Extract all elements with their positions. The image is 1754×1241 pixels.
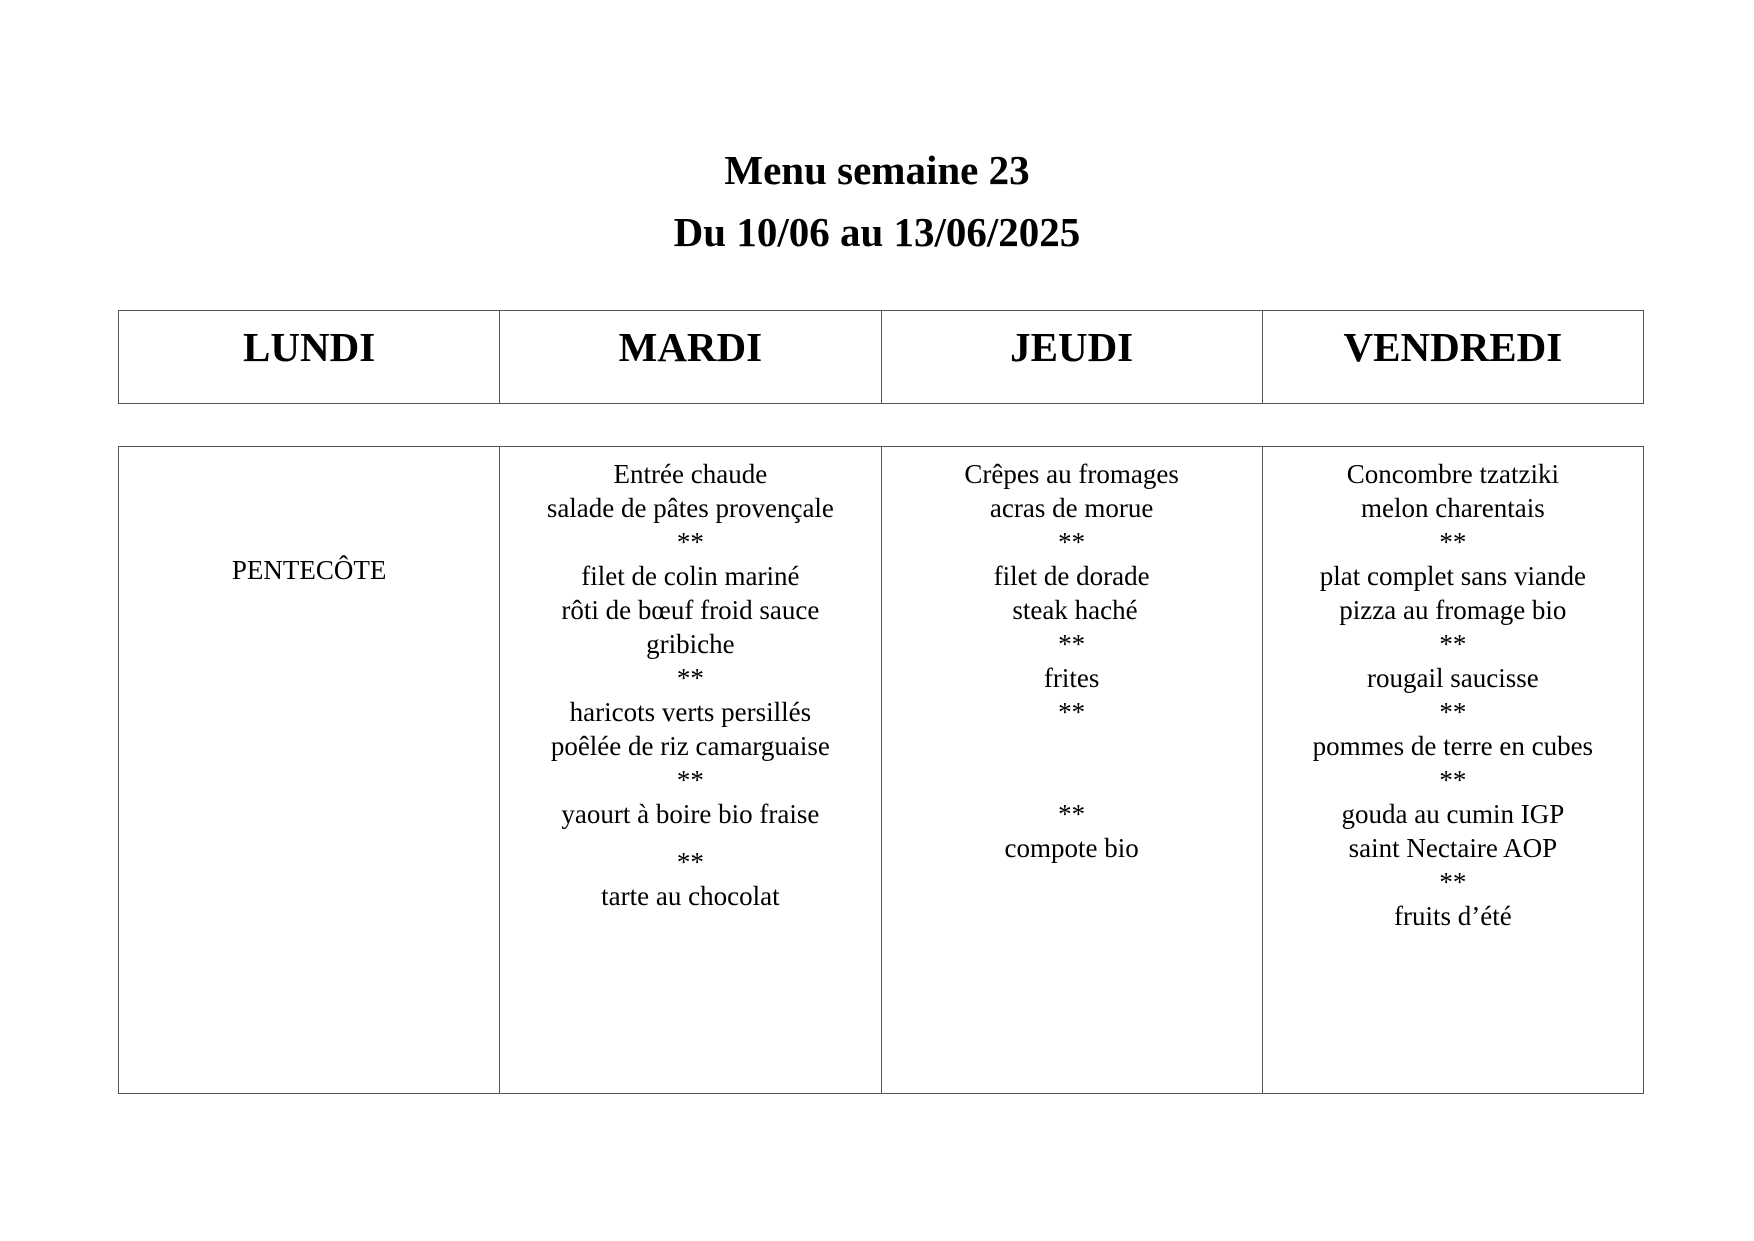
menu-item: gribiche bbox=[646, 629, 735, 659]
menu-item: pommes de terre en cubes bbox=[1312, 731, 1594, 761]
menu-item: pizza au fromage bio bbox=[1339, 595, 1567, 625]
menu-item: salade de pâtes provençale bbox=[546, 493, 834, 523]
menu-item: filet de colin mariné bbox=[581, 561, 800, 591]
menu-separator: ** bbox=[676, 847, 704, 877]
menu-item: filet de dorade bbox=[993, 561, 1150, 591]
menu-item: PENTECÔTE bbox=[231, 555, 387, 585]
menu-separator: ** bbox=[1439, 697, 1467, 727]
menu-separator: ** bbox=[1439, 527, 1467, 557]
menu-item: fruits d’été bbox=[1394, 901, 1512, 931]
menu-item: saint Nectaire AOP bbox=[1348, 833, 1558, 863]
menu-separator: ** bbox=[1058, 629, 1086, 659]
menu-item: yaourt à boire bio fraise bbox=[561, 799, 820, 829]
menu-item: gouda au cumin IGP bbox=[1341, 799, 1565, 829]
menu-item: Crêpes au fromages bbox=[964, 459, 1179, 489]
menu-item: acras de morue bbox=[989, 493, 1154, 523]
menu-item: Entrée chaude bbox=[613, 459, 768, 489]
menu-separator: ** bbox=[1058, 527, 1086, 557]
menu-separator: ** bbox=[676, 527, 704, 557]
menu-item: steak haché bbox=[1005, 595, 1138, 625]
menu-spacer bbox=[883, 729, 1261, 797]
menu-item: compote bio bbox=[1004, 833, 1139, 863]
menu-item: frites bbox=[1043, 663, 1100, 693]
menu-item: melon charentais bbox=[1361, 493, 1545, 523]
day-header-row bbox=[119, 311, 1644, 404]
menu-item: tarte au chocolat bbox=[601, 881, 780, 911]
menu-cell-jeudi bbox=[881, 447, 1262, 1094]
menu-separator: ** bbox=[1439, 629, 1467, 659]
day-header-mardi: MARDI bbox=[500, 311, 881, 404]
menu-separator: ** bbox=[1058, 697, 1086, 727]
menu-item: rougail saucisse bbox=[1367, 663, 1539, 693]
menu-separator: ** bbox=[1439, 765, 1467, 795]
page-title: Menu semaine 23 bbox=[724, 147, 1030, 193]
menu-cell-mardi bbox=[500, 447, 881, 1094]
menu-separator: ** bbox=[1439, 867, 1467, 897]
day-header-vendredi: VENDREDI bbox=[1262, 311, 1643, 404]
menu-separator: ** bbox=[676, 663, 704, 693]
menu-separator: ** bbox=[676, 765, 704, 795]
menu-cell-vendredi bbox=[1262, 447, 1643, 1094]
menu-item: rôti de bœuf froid sauce bbox=[561, 595, 820, 625]
menu-table bbox=[118, 446, 1644, 1094]
menu-item: haricots verts persillés bbox=[569, 697, 812, 727]
menu-item: plat complet sans viande bbox=[1319, 561, 1586, 591]
menu-item: poêlée de riz camarguaise bbox=[550, 731, 830, 761]
day-header-table bbox=[118, 310, 1644, 404]
menu-item: Concombre tzatziki bbox=[1346, 459, 1559, 489]
menu-separator: ** bbox=[1058, 799, 1086, 829]
menu-cell-lundi bbox=[119, 447, 500, 1094]
day-header-jeudi: JEUDI bbox=[881, 311, 1262, 404]
menu-row bbox=[119, 447, 1644, 1094]
date-range: Du 10/06 au 13/06/2025 bbox=[673, 209, 1081, 255]
day-header-lundi: LUNDI bbox=[119, 311, 500, 404]
